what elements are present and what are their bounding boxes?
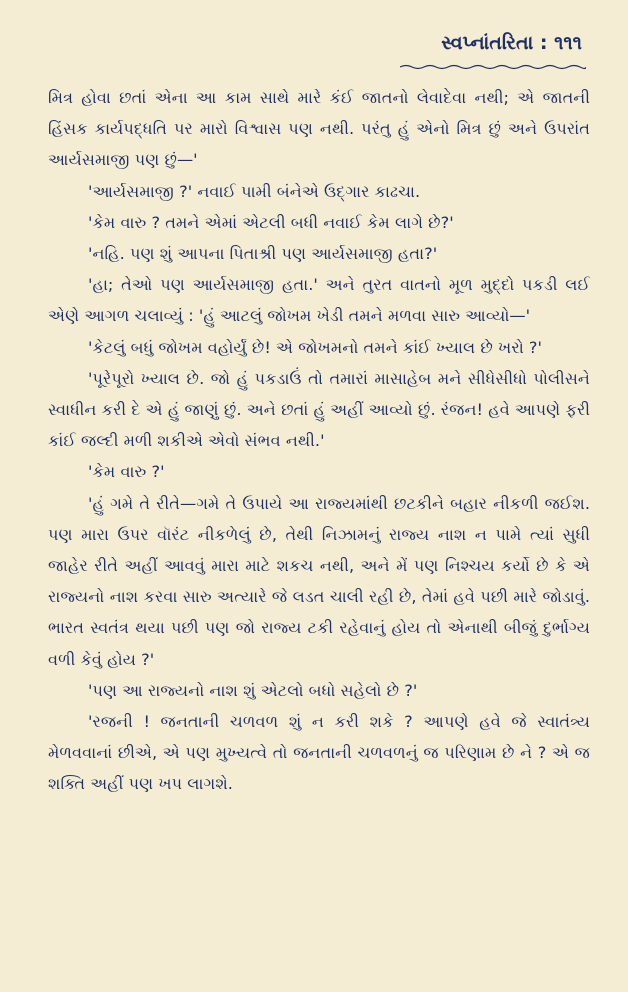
- paragraph: 'કેમ વારુ ?': [88, 462, 165, 482]
- paragraph: 'પણ આ રાજ્યનો નાશ શું એટલો બધો સહેલો છે ?': [88, 680, 418, 700]
- paragraph: મિત્ર હોવા છતાં એના આ કામ સાથે મારે કંઈ જાતનો લેવાદેવા નથી; એ જાતની હિંસક કાર્યપદ્ધતિ પર મારો વિશ્વાસ પણ નથી. પરંતુ હું એનો મિત્ર છું અને ઉપરાંત આર્યસમાજી પણ છું—': [48, 88, 590, 170]
- header-rule: [400, 64, 586, 70]
- paragraph: 'કેટલું બધું જોખમ વહોર્યું છે! એ જોખમનો તમને કાંઈ ખ્યાલ છે ખરો ?': [88, 337, 542, 357]
- paragraph: 'કેમ વારુ ? તમને એમાં એટલી બધી નવાઈ કેમ લાગે છે?': [88, 212, 454, 232]
- paragraph: 'રજની ! જનતાની ચળવળ શું ન કરી શકે ? આપણે હવે જે સ્વાતંત્ર્ય મેળવવાનાં છીએ, એ પણ મુખ્યત્વે તો જનતાની ચળવળનું જ પરિણામ છે ને ? એ જ શક્તિ અહીં પણ ખપ લાગશે.: [48, 712, 590, 794]
- body-text: [48, 82, 590, 800]
- paragraph: 'નહિ. પણ શું આપના પિતાશ્રી પણ આર્યસમાજી હતા?': [88, 244, 438, 264]
- paragraph: 'હા; તેઓ પણ આર્યસમાજી હતા.' અને તુરત વાતનો મૂળ મુદ્દો પકડી લઈ એણે આગળ ચલાવ્યું : 'હું આટલું જોખમ ખેડી તમને મળવા સારુ આવ્યો—': [48, 275, 590, 326]
- running-header: સ્વપ્નાંતરિતા : ૧૧૧: [441, 32, 582, 54]
- paragraph: 'હું ગમે તે રીતે—ગમે તે ઉપાયે આ રાજ્યમાંથી છટકીને બહાર નીકળી જઈશ. પણ મારા ઉપર વૉરંટ નીકળેલું છે, તેથી નિઝામનું રાજ્ય નાશ ન પામે ત્યાં સુધી જાહેર રીતે અહીં આવવું મારા માટે શકચ નથી, અને મેં પણ નિશ્ચય કર્યો છે કે એ રાજ્યનો નાશ કરવા સારુ અત્યારે જે લડત ચાલી રહી છે, તેમાં હવે પછી મારે જોડાવું. ભારત સ્વતંત્ર થયા પછી પણ જો રાજ્ય ટકી રહેવાનું હોય તો એનાથી બીજું દુર્ભાગ્ય વળી કેવું હોય ?': [48, 493, 590, 669]
- paragraph: 'આર્યસમાજી ?' નવાઈ પામી બંનેએ ઉદ્ગાર કાઢચા.: [88, 181, 421, 201]
- paragraph: 'પૂરેપૂરો ખ્યાલ છે. જો હું પકડાઉં તો તમારાં માસાહેબ મને સીધેસીધો પોલીસને સ્વાધીન કરી દે એ હું જાણું છું. અને છતાં હું અહીં આવ્યો છું. રંજન! હવે આપણે ફરી કાંઈ જલ્દી મળી શકીએ એવો સંભવ નથી.': [48, 368, 590, 451]
